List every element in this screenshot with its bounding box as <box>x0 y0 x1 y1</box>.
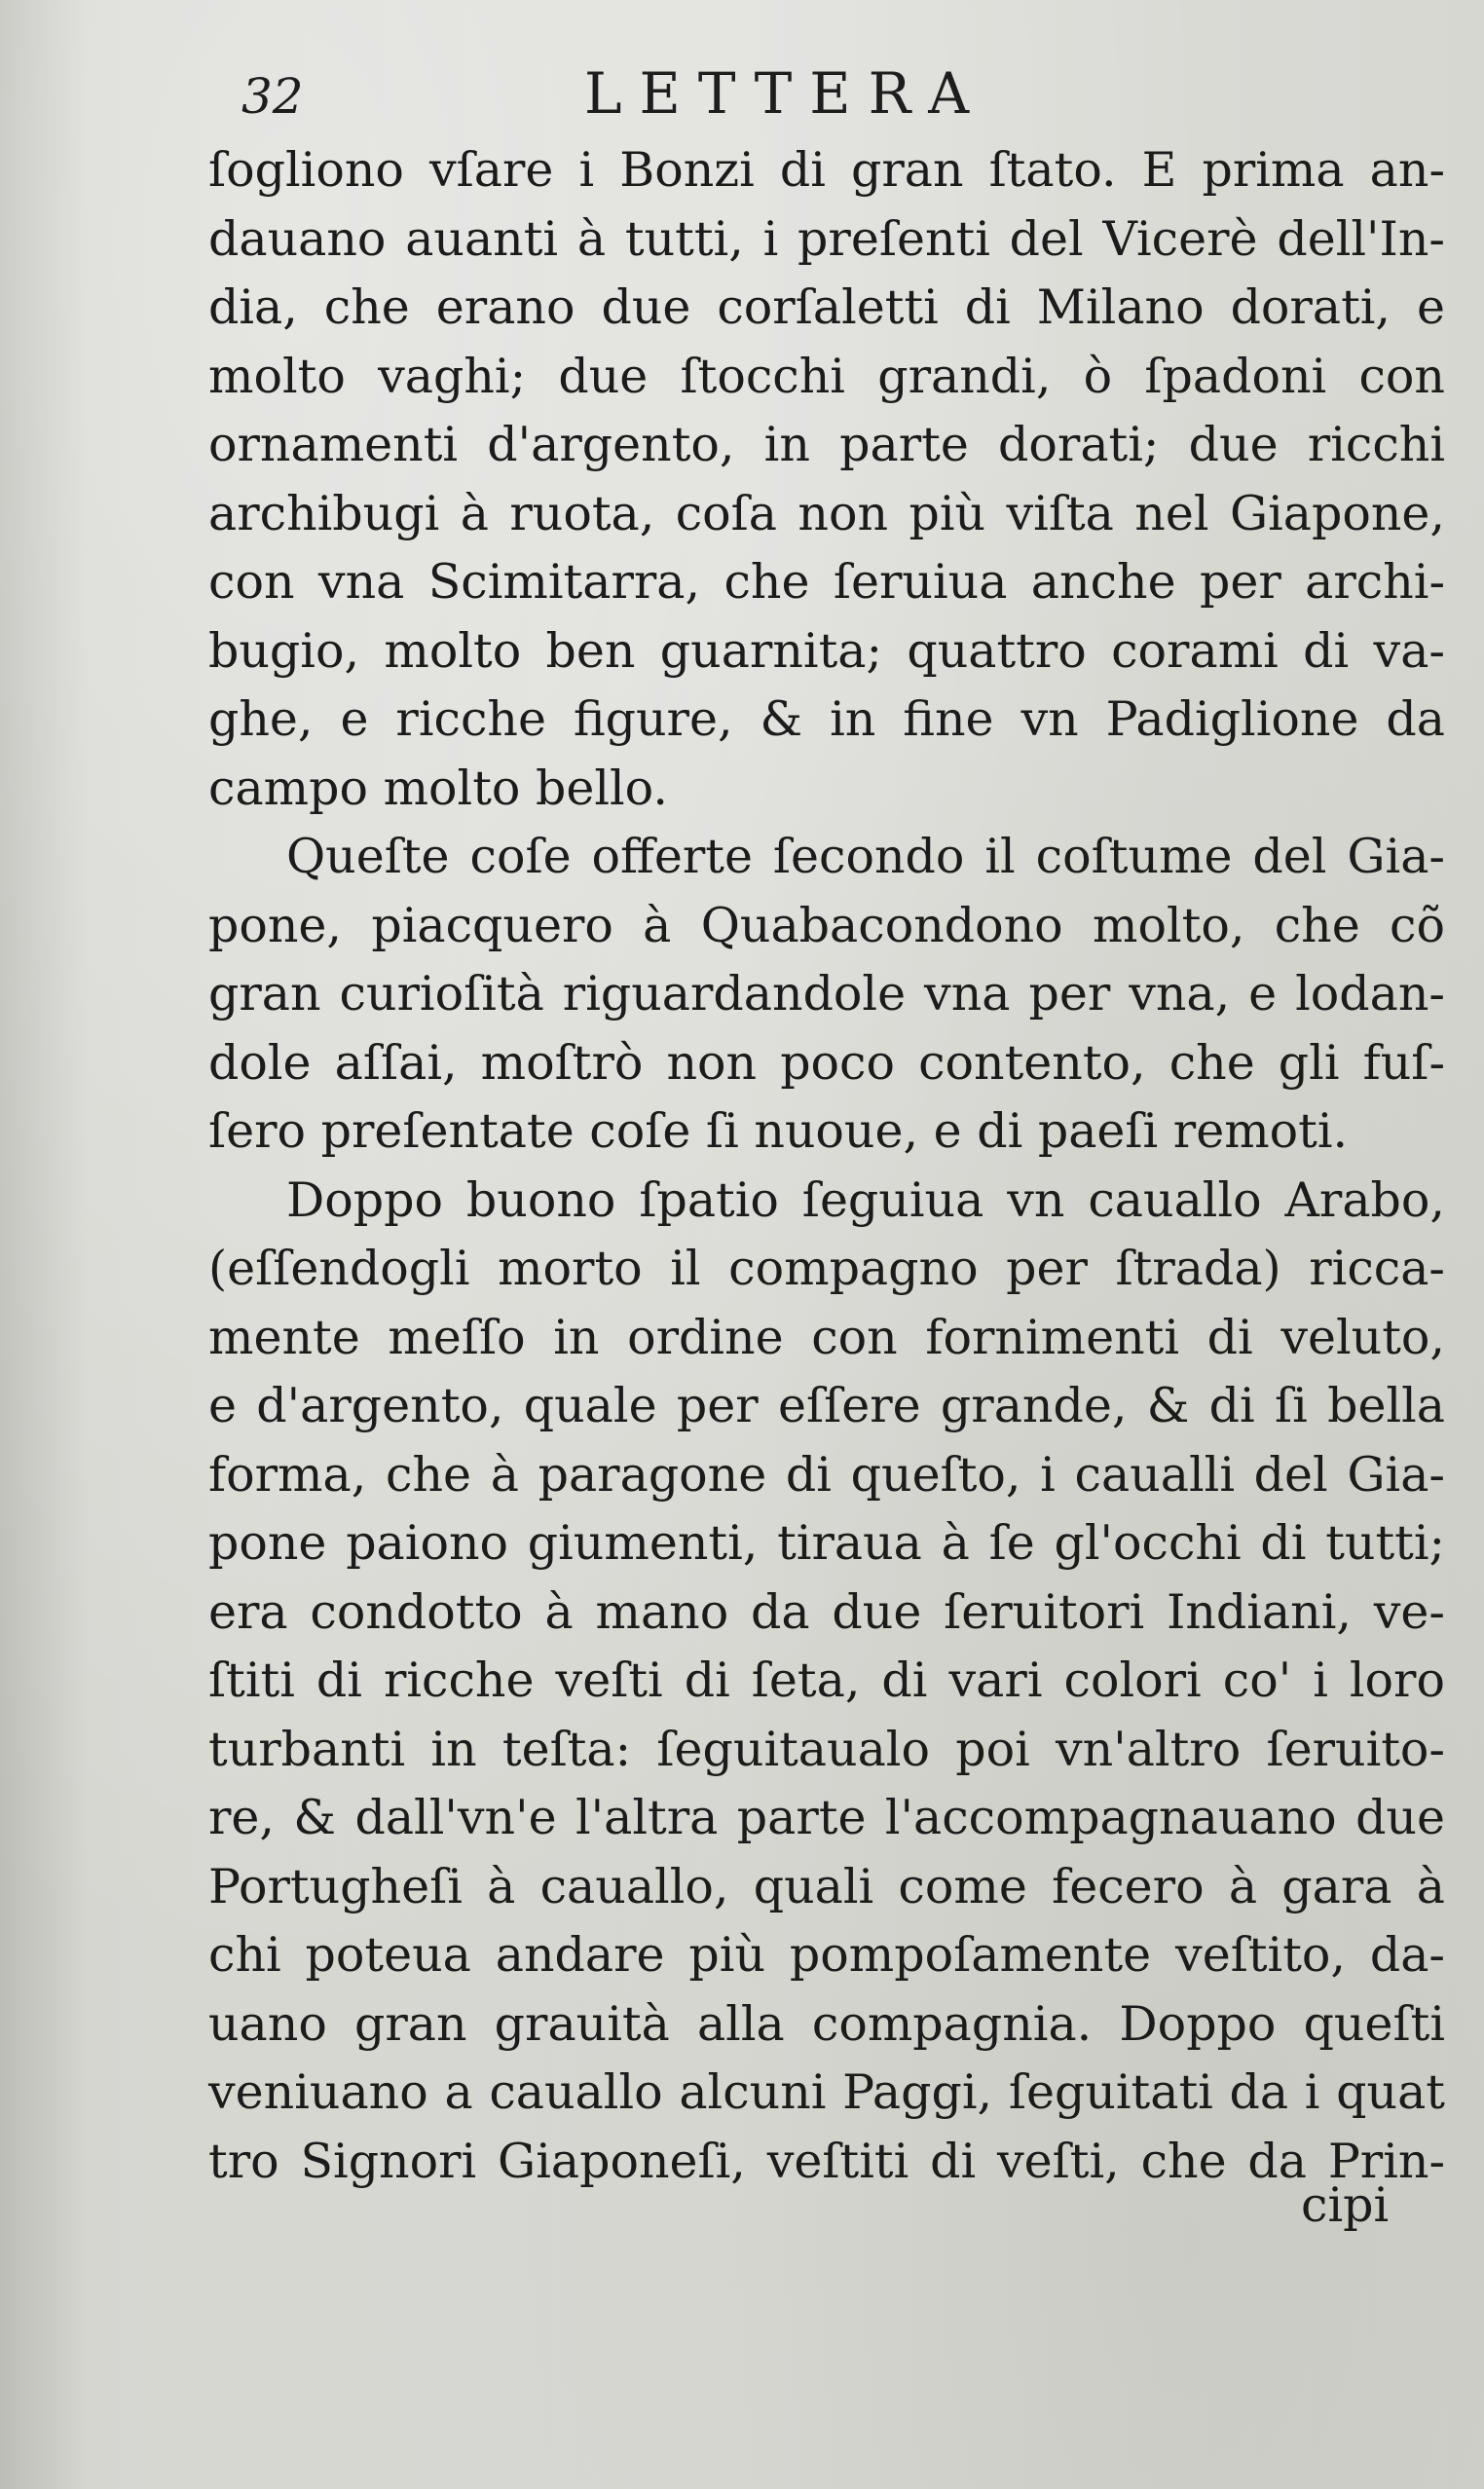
text-line: pone paiono giumenti, tiraua à ſe gl'occhi di tutti; <box>208 1515 1445 1571</box>
text-line: ſero preſentate coſe ſi nuoue, e di paeſi remoti. <box>208 1103 1349 1159</box>
text-line: re, & dall'vn'e l'altra parte l'accompagnauano due <box>208 1790 1445 1845</box>
text-line: mente meſſo in ordine con fornimenti di veluto, <box>208 1309 1445 1365</box>
text-line: era condotto à mano da due ſeruitori Indiani, ve- <box>208 1583 1445 1640</box>
text-line: dole aſſai, moſtrò non poco contento, che gli fuſ- <box>208 1034 1445 1091</box>
text-line: pone, piacquero à Quabacondono molto, che cõ <box>208 897 1445 953</box>
text-line: chi poteua andare più pompoſamente veſtito, da- <box>208 1927 1445 1983</box>
page-header <box>234 60 1305 138</box>
paragraph-start: Queſte coſe offerte ſecondo il coſtume del Gia- <box>286 829 1445 884</box>
text-line: veniuano a cauallo alcuni Paggi, ſeguitati da i quat <box>208 2064 1445 2120</box>
text-line: e d'argento, quale per eſſere grande, & di ſi bella <box>208 1378 1445 1433</box>
text-line: ghe, e ricche figure, & in fine vn Padiglione da <box>208 691 1445 747</box>
paragraph-start: Doppo buono ſpatio ſeguiua vn cauallo Arabo, <box>286 1171 1445 1228</box>
text-line: tro Signori Giaponeſi, veſtiti di veſti, che da Prin- <box>208 2133 1445 2189</box>
text-line: dia, che erano due corſaletti di Milano dorati, e <box>208 279 1445 335</box>
text-line: bugio, molto ben guarnita; quattro corami di va- <box>208 622 1445 679</box>
text-line: campo molto bello. <box>208 760 668 816</box>
text-line: archibugi à ruota, coſa non più viſta nel Giapone, <box>208 485 1445 541</box>
text-line: dauano auanti à tutti, i preſenti del Vicerè dell'In- <box>208 210 1445 267</box>
text-line: forma, che à paragone di queſto, i caualli del Gia- <box>208 1446 1445 1503</box>
running-title: LETTERA <box>584 60 987 127</box>
text-line: gran curioſità riguardandole vna per vna, e lodan- <box>208 966 1445 1022</box>
page-number: 32 <box>241 68 304 125</box>
text-line: molto vaghi; due ſtocchi grandi, ò ſpadoni con <box>208 348 1445 404</box>
text-line: ſogliono vſare i Bonzi di gran ſtato. E prima an- <box>208 142 1445 198</box>
text-line: (eſſendogli morto il compagno per ſtrada) ricca- <box>208 1241 1445 1296</box>
text-line: turbanti in teſta: ſeguitaualo poi vn'altro ſeruito- <box>208 1721 1445 1777</box>
body-text <box>208 136 1455 2196</box>
catchword: cipi <box>1301 2177 1390 2233</box>
text-line: ornamenti d'argento, in parte dorati; due ricchi <box>208 417 1445 472</box>
text-line: con vna Scimitarra, che ſeruiua anche per archi- <box>208 554 1445 610</box>
text-line: ſtiti di ricche veſti di ſeta, di vari colori co' i loro <box>208 1653 1445 1708</box>
text-line: uano gran grauità alla compagnia. Doppo queſti <box>208 1995 1445 2052</box>
text-line: Portugheſi à cauallo, quali come fecero à gara à <box>208 1858 1445 1914</box>
